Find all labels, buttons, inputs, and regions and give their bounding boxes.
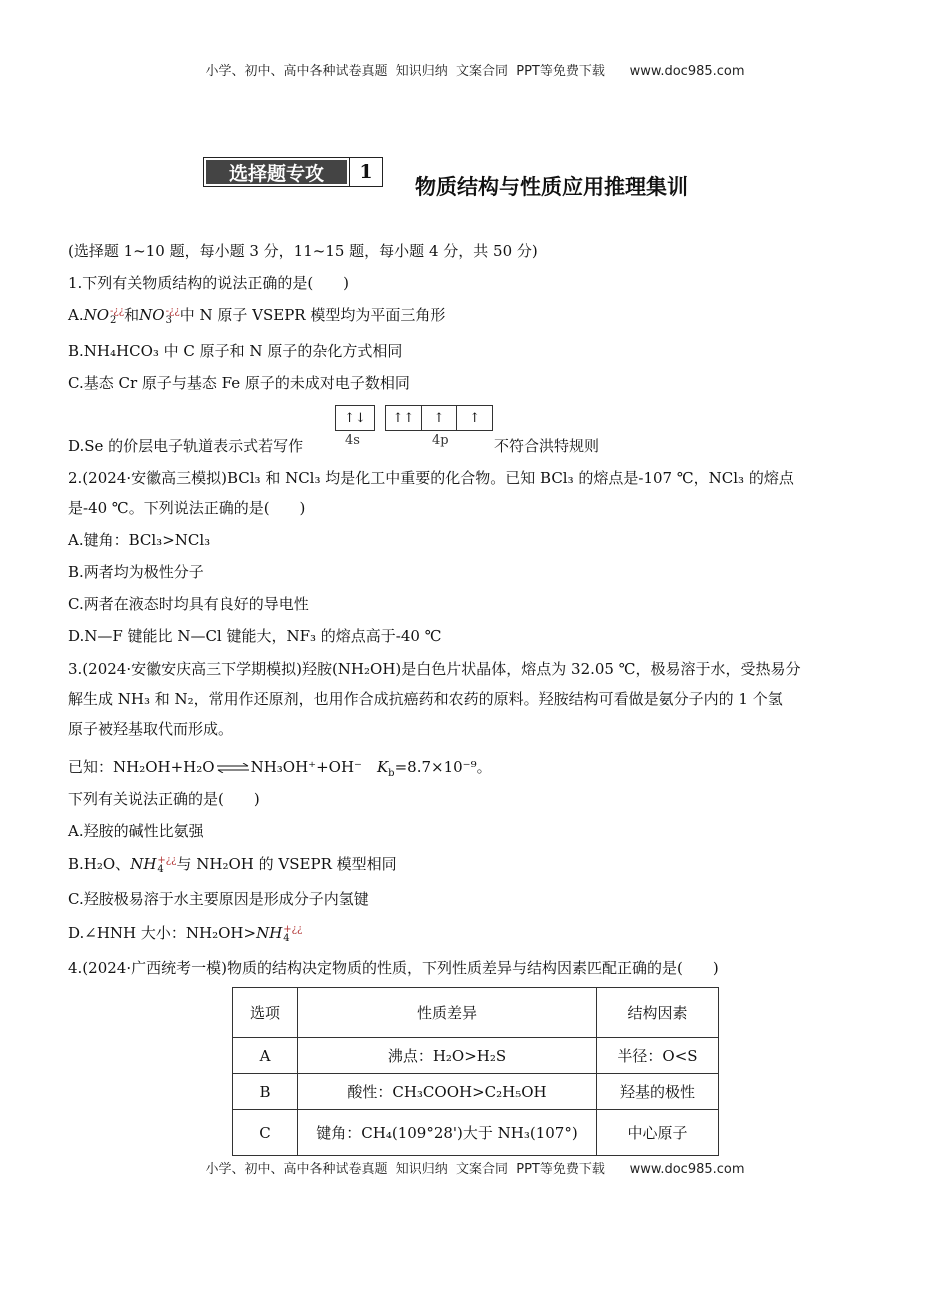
badge-label: 选择题专攻 (204, 158, 349, 186)
table-cell: 半径：O<S (597, 1038, 719, 1074)
orbital-4s (335, 405, 375, 431)
q1-a-prefix: A. (68, 306, 84, 324)
q2-stem-line1: 2.(2024·安徽高三模拟)BCl₃ 和 NCl₃ 均是化工中重要的化合物。已知 BCl₃ 的熔点是-107 ℃，NCl₃ 的熔点 (68, 469, 794, 487)
orbital-4p (385, 405, 493, 431)
nitrite-ion: NO -¿¿ 2 (83, 306, 125, 326)
q1-a-mid: 和 (124, 306, 140, 324)
q3-stem-line2: 解生成 NH₃ 和 N₂，常用作还原剂，也用作合成抗癌药和农药的原料。羟胺结构可看做是氨分子内的 1 个氢 (68, 690, 783, 708)
q3-option-a: A.羟胺的碱性比氨强 (68, 822, 204, 840)
q3-option-d (68, 923, 302, 943)
orbital-cell: ↑↑ (386, 406, 422, 430)
q3-stem-line1: 3.(2024·安徽安庆高三下学期模拟)羟胺(NH₂OH)是白色片状晶体，熔点为 32.05 ℃，极易溶于水，受热易分 (68, 660, 801, 678)
q1-option-c: C.基态 Cr 原子与基态 Fe 原子的未成对电子数相同 (68, 374, 410, 392)
table-cell: 沸点：H₂O>H₂S (298, 1038, 597, 1074)
kb-value: =8.7×10⁻⁹。 (394, 758, 492, 776)
orbital-4p-label: 4p (432, 433, 449, 448)
page-title: 物质结构与性质应用推理集训 (415, 175, 688, 199)
kb-symbol: K (376, 758, 389, 776)
q2-option-c: C.两者在液态时均具有良好的导电性 (68, 595, 309, 613)
q1-option-b: B.NH₄HCO₃ 中 C 原子和 N 原子的杂化方式相同 (68, 342, 403, 360)
table-header-cell: 结构因素 (597, 988, 719, 1038)
q3-b-prefix: B.H₂O、 (68, 855, 131, 873)
table-cell: C (233, 1110, 298, 1156)
equilibrium-arrow-icon (216, 763, 250, 773)
q2-option-b: B.两者均为极性分子 (68, 563, 204, 581)
q3-option-c: C.羟胺极易溶于水主要原因是形成分子内氢键 (68, 890, 369, 908)
orbital-cell: ↑ (469, 410, 481, 426)
table-header-row (233, 988, 719, 1038)
orbital-cell: ↑↓ (344, 410, 366, 426)
q1-option-d-prefix: D.Se 的价层电子轨道表示式若写作 (68, 437, 304, 455)
q3-equilibrium (68, 757, 492, 784)
table-cell: 酸性：CH₃COOH>C₂H₅OH (298, 1074, 597, 1110)
q3-stem-line3: 原子被羟基取代而形成。 (68, 720, 234, 738)
q3-known-suffix: NH₃OH⁺+OH⁻ (250, 758, 377, 776)
q3-option-b (68, 854, 397, 874)
table-cell: 键角：CH₄(109°28')大于 NH₃(107°) (298, 1110, 597, 1156)
q2-option-d: D.N—F 键能比 N—Cl 键能大，NF₃ 的熔点高于-40 ℃ (68, 627, 442, 645)
page-footer: 小学、初中、高中各种试卷真题 知识归纳 文案合同 PPT等免费下载 www.doc985.com (205, 1162, 745, 1177)
table-cell: 羟基的极性 (597, 1074, 719, 1110)
q1-option-d-suffix: 不符合洪特规则 (494, 437, 600, 455)
table-cell: 中心原子 (597, 1110, 719, 1156)
ammonium-ion: NH +¿¿ 4 (256, 924, 303, 944)
page-header: 小学、初中、高中各种试卷真题 知识归纳 文案合同 PPT等免费下载 www.doc985.com (205, 64, 745, 79)
q3-b-suffix: 与 NH₂OH 的 VSEPR 模型相同 (176, 855, 397, 873)
q3-known-prefix: 已知：NH₂OH+H₂O (68, 758, 215, 776)
nitrate-ion: NO -¿¿ 3 (139, 306, 180, 326)
table-cell: A (233, 1038, 298, 1074)
q4-stem: 4.(2024·广西统考一模)物质的结构决定物质的性质，下列性质差异与结构因素匹配正确的是( ) (68, 959, 719, 977)
table-cell: B (233, 1074, 298, 1110)
instructions: (选择题 1~10 题，每小题 3 分，11~15 题，每小题 4 分，共 50 分) (68, 242, 538, 260)
q1-stem: 1.下列有关物质结构的说法正确的是( ) (68, 274, 350, 292)
section-badge (203, 157, 383, 187)
q3-question: 下列有关说法正确的是( ) (68, 790, 260, 808)
q3-d-prefix: D.∠HNH 大小：NH₂OH> (68, 924, 257, 942)
badge-number: 1 (349, 158, 382, 186)
ammonium-ion: NH +¿¿ 4 (130, 855, 177, 875)
q2-option-a: A.键角：BCl₃>NCl₃ (68, 531, 211, 549)
orbital-4s-label: 4s (345, 433, 360, 448)
table-header-cell: 性质差异 (298, 988, 597, 1038)
table-header-cell: 选项 (233, 988, 298, 1038)
q2-stem-line2: 是-40 ℃。下列说法正确的是( ) (68, 499, 306, 517)
table-row (233, 1038, 719, 1074)
q1-a-suffix: 中 N 原子 VSEPR 模型均为平面三角形 (179, 306, 446, 324)
table-row (233, 1074, 719, 1110)
q4-table (232, 987, 719, 1156)
table-row (233, 1110, 719, 1156)
orbital-cell: ↑ (422, 406, 458, 430)
q1-option-a (68, 305, 445, 325)
kb-subscript: b (388, 768, 395, 779)
